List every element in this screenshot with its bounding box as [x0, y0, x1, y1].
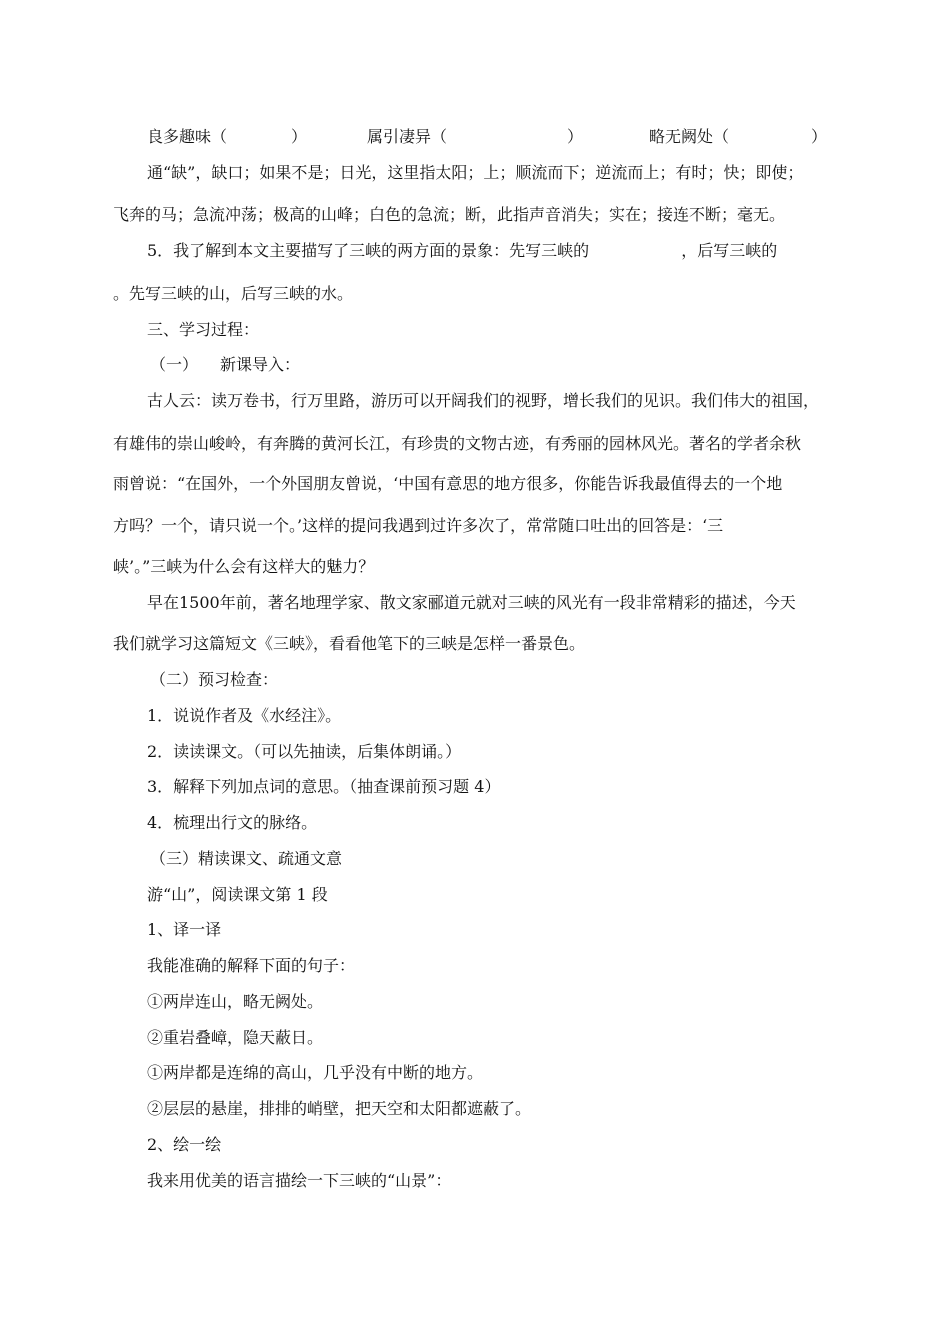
- term-liangduo-quwei: 良多趣味（: [147, 127, 228, 146]
- preview-item-2: 2．读读课文。（可以先抽读，后集体朗诵。）: [147, 742, 462, 761]
- subsection-heading-2: （二）预习检查：: [150, 670, 279, 689]
- subsection-heading-1: [150, 355, 300, 375]
- preview-item-4: 4．梳理出行文的脉络。: [147, 813, 318, 832]
- preview-item-1: 1．说说作者及《水经注》。: [147, 706, 342, 725]
- term-lvewu-quechu: 略无阙处（: [649, 127, 730, 146]
- term-shuyin-qiyi: 属引凄异（: [367, 127, 448, 146]
- section-heading-learning-process: 三、学习过程：: [147, 320, 260, 339]
- blank-close: ）: [811, 127, 828, 146]
- intro-paragraph-line-1: 古人云：读万卷书，行万里路，游历可以开阔我们的视野，增长我们的见识。我们伟大的祖国，: [147, 391, 820, 410]
- step-1-instruction: 我能准确的解释下面的句子：: [147, 956, 356, 975]
- intro-paragraph-line-2: 有雄伟的崇山峻岭，有奔腾的黄河长江，有珍贵的文物古迹，有秀丽的园林风光。著名的学者余秋: [113, 434, 802, 453]
- step-2-heading: 2、绘一绘: [147, 1135, 222, 1154]
- fill-blank-lvewu-quechu: [649, 127, 827, 147]
- blank-close: ）: [567, 127, 584, 146]
- question-5: [147, 241, 777, 261]
- question-5-answer: 。先写三峡的山，后写三峡的水。: [113, 284, 354, 303]
- answer-text-line-2: 飞奔的马；急流冲荡；极高的山峰；白色的急流；断，此指声音消失；实在；接连不断；毫无。: [113, 205, 786, 224]
- preview-item-3: 3．解释下列加点词的意思。（抽查课前预习题 4）: [147, 777, 501, 796]
- step-2-instruction: 我来用优美的语言描绘一下三峡的“山景”：: [147, 1171, 452, 1190]
- translation-2: ②层层的悬崖，排排的峭壁，把天空和太阳都遮蔽了。: [147, 1099, 532, 1118]
- answer-text-line-1: 通“缺”，缺口；如果不是；日光，这里指太阳；上；顺流而下；逆流而上；有时；快；即使；: [147, 163, 804, 182]
- reading-task-title: 游“山”，阅读课文第 1 段: [147, 885, 328, 904]
- blank-close: ）: [291, 127, 308, 146]
- intro-paragraph-line-3: 雨曾说：“在国外，一个外国朋友曾说，‘中国有意思的地方很多，你能告诉我最值得去的一个地: [113, 474, 783, 493]
- subsection-title: 新课导入：: [220, 355, 301, 374]
- intro-paragraph-2-line-1: 早在1500年前，著名地理学家、散文家郦道元就对三峡的风光有一段非常精彩的描述，今天: [147, 593, 796, 612]
- translation-1: ①两岸都是连绵的高山，几乎没有中断的地方。: [147, 1063, 484, 1082]
- sentence-2: ②重岩叠嶂，隐天蔽日。: [147, 1028, 324, 1047]
- intro-paragraph-line-5: 峡’。”三峡为什么会有这样大的魅力？: [113, 557, 375, 576]
- subsection-heading-3: （三）精读课文、疏通文意: [150, 849, 343, 868]
- intro-paragraph-2-line-2: 我们就学习这篇短文《三峡》，看看他笔下的三峡是怎样一番景色。: [113, 634, 586, 653]
- intro-paragraph-line-4: 方吗？一个，请只说一个。’这样的提问我遇到过许多次了，常常随口吐出的回答是：‘三: [113, 516, 724, 535]
- question-5-text: 5．我了解到本文主要描写了三峡的两方面的景象：先写三峡的: [147, 241, 590, 260]
- step-1-heading: 1、译一译: [147, 920, 222, 939]
- subsection-number: （一）: [150, 355, 199, 374]
- fill-blank-shuyin-qiyi: [367, 127, 583, 147]
- fill-blank-liangduo-quwei: [147, 127, 307, 147]
- question-5-text-2: ，后写三峡的: [681, 241, 778, 260]
- sentence-1: ①两岸连山，略无阙处。: [147, 992, 324, 1011]
